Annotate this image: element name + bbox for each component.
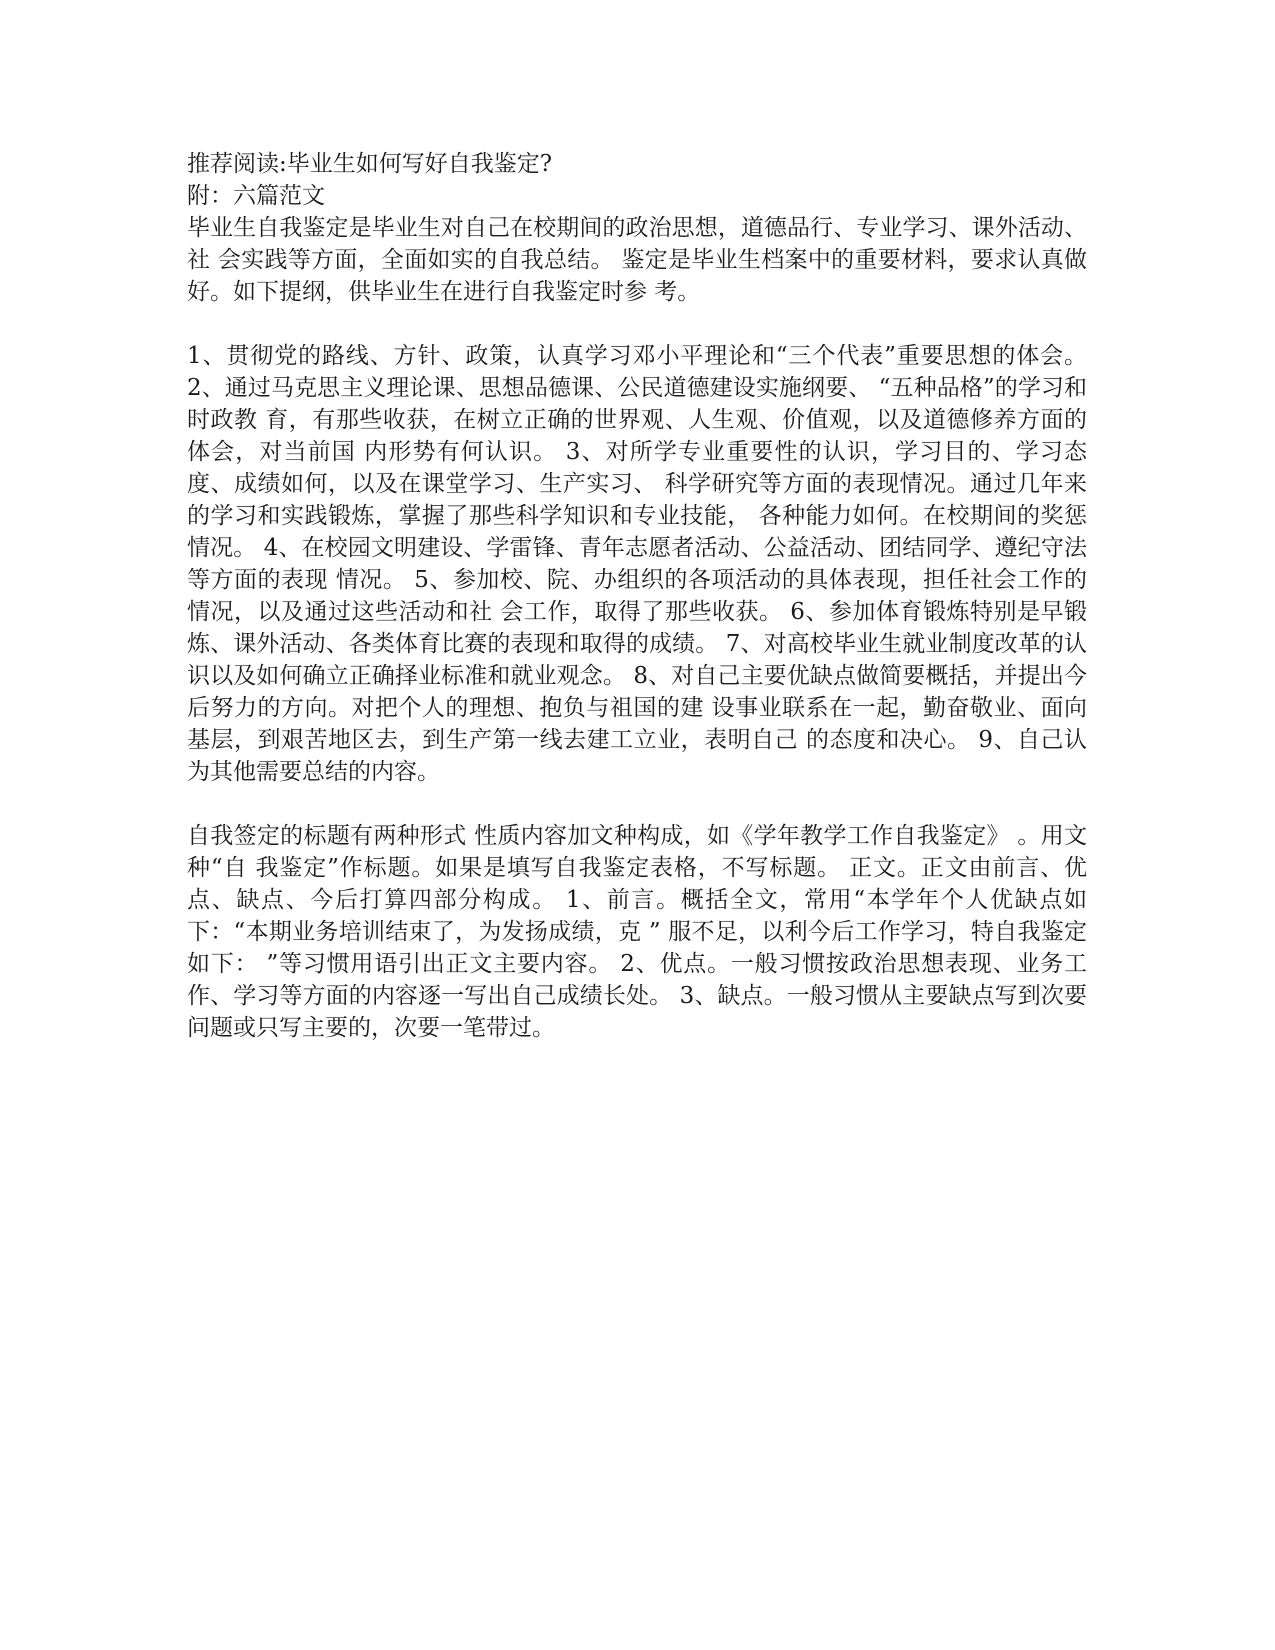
intro-paragraph: 毕业生自我鉴定是毕业生对自己在校期间的政治思想，道德品行、专业学习、课外活动、社 会实践等方面，全面如实的自我总结。 鉴定是毕业生档案中的重要材料，要求认真做好。如下提纲，供毕业生在进行自我鉴定时参 考。 xyxy=(187,215,1087,305)
outline-paragraph: 1、贯彻党的路线、方针、政策，认真学习邓小平理论和“三个代表”重要思想的体会。 2、通过马克思主义理论课、思想品德课、公民道德建设实施纲要、 “五种品格”的学习和时政教 育，有那些收获，在树立正确的世界观、人生观、价值观，以及道德修养方面的体会，对当前国 内形势有何认识。 3、对所学专业重要性的认识，学习目的、学习态度、成绩如何，以及在课堂学习、生产实习、 科学研究等方面的表现情况。通过几年来的学习和实践锻炼，掌握了那些科学知识和专业技能， 各种能力如何。在校期间的奖惩情况。 4、在校园文明建设、学雷锋、青年志愿者活动、公益活动、团结同学、遵纪守法等方面的表现 情况。 5、参加校、院、办组织的各项活动的具体表现，担任社会工作的情况，以及通过这些活动和社 会工作，取得了那些收获。 6、参加体育锻炼特别是早锻炼、课外活动、各类体育比赛的表现和取得的成绩。 7、对高校毕业生就业制度改革的认识以及如何确立正确择业标准和就业观念。 8、对自己主要优缺点做简要概括，并提出今后努力的方向。对把个人的理想、抱负与祖国的建 设事业联系在一起，勤奋敬业、面向基层，到艰苦地区去，到生产第一线去建工立业，表明自己 的态度和决心。 9、自己认为其他需要总结的内容。 xyxy=(187,343,1087,785)
paragraph-gap xyxy=(187,788,1087,820)
sample-essays-note: 附：六篇范文 xyxy=(187,183,325,209)
recommended-reading-title: 推荐阅读:毕业生如何写好自我鉴定? xyxy=(187,151,553,177)
paragraph-gap xyxy=(187,308,1087,340)
document-page xyxy=(187,148,1087,1044)
format-paragraph: 自我签定的标题有两种形式 性质内容加文种构成，如《学年教学工作自我鉴定》 。用文种“自 我鉴定”作标题。如果是填写自我鉴定表格，不写标题。 正文。正文由前言、优点、缺点、今后打算四部分构成。 1、前言。概括全文，常用“本学年个人优缺点如下：“本期业务培训结束了，为发扬成绩，克 ” 服不足，以利今后工作学习，特自我鉴定如下： ”等习惯用语引出正文主要内容。 2、优点。一般习惯按政治思想表现、业务工作、学习等方面的内容逐一写出自己成绩长处。 3、缺点。一般习惯从主要缺点写到次要问题或只写主要的，次要一笔带过。 xyxy=(187,823,1087,1041)
